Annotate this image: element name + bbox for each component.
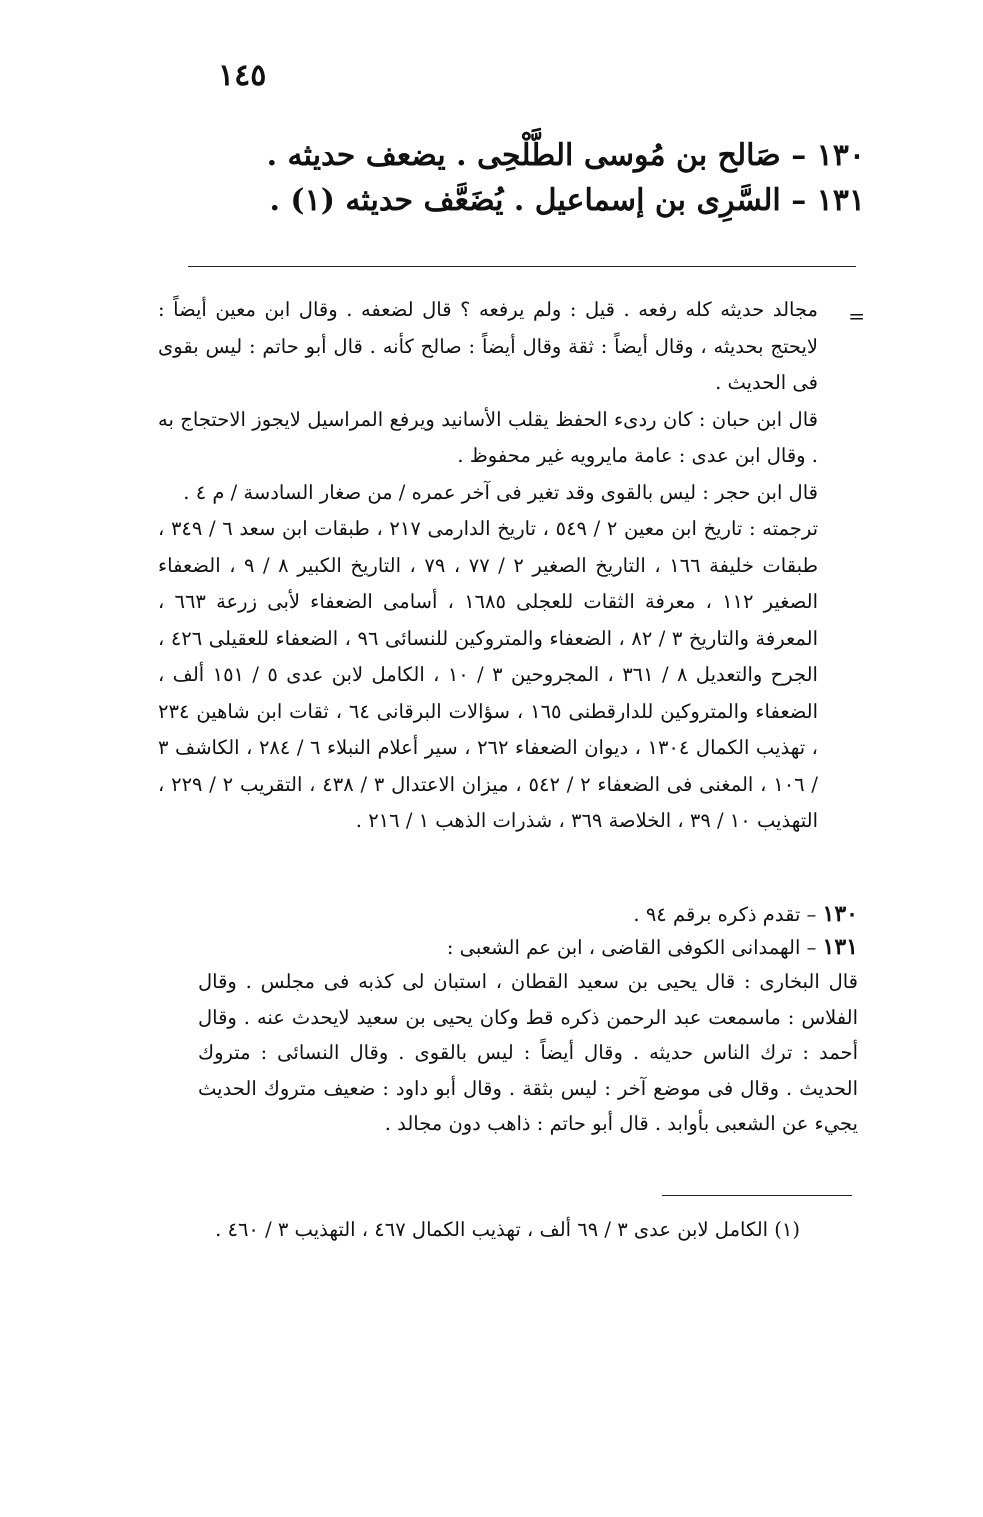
entry-text: – السَّرِى بن إسماعيل . يُضَعَّف حديثه (١) . [269,183,807,218]
note-entry-131 [158,931,858,964]
main-divider [188,266,856,267]
page-number: ١٤٥ [218,58,267,93]
entry-130 [267,138,865,173]
note-entry-130 [158,898,858,931]
entry-text: – صَالح بن مُوسى الطَّلْحِى . يضعف حديثه . [266,138,807,173]
continuation-marker: = [848,304,865,328]
note-entry-text: – تقدم ذكره برقم ٩٤ . [633,903,817,926]
note-paragraph: قال ابن حجر : ليس بالقوى وقد تغير فى آخر عمره / من صغار السادسة / م ٤ . [183,480,818,504]
entry-131 [269,183,865,218]
note-paragraph: مجالد حديثه كله رفعه . قيل : ولم يرفعه ؟ قال لضعفه . وقال ابن معين أيضاً : لايحتج بحديثه ، وقال أيضاً : ثقة وقال أيضاً : صالح كأنه . قال أبو حاتم : ليس بقوى فى الحديث . [158,298,818,394]
note-entry-number: ١٣٠ [822,901,858,927]
note-entry-number: ١٣١ [822,934,858,960]
notes-entries [158,898,858,1142]
footnote-marker: (١) [774,1218,800,1241]
note-entry-text: – الهمدانى الكوفى القاضى ، ابن عم الشعبى : [446,936,817,959]
note-entry-131-paragraph: قال البخارى : قال يحيى بن سعيد القطان ، استبان لى كذبه فى مجلس . وقال الفلاس : ماسمعت عبد الرحمن ذكره قط وكان يحيى بن سعيد لايحدث عنه . وقال أحمد : ترك الناس حديثه . وقال أيضاً : ليس بالقوى . وقال النسائى : متروك الحديث . وقال فى موضع آخر : ليس بثقة . وقال أبو داود : ضعيف متروك الحديث يجيء عن الشعبى بأوابد . قال أبو حاتم : ذاهب دون مجالد . [198,970,858,1135]
entry-number: ١٣١ [816,183,865,218]
footnote [150,1218,800,1241]
footnote-divider [662,1195,852,1196]
entry-number: ١٣٠ [816,138,865,173]
footnote-text: الكامل لابن عدى ٣ / ٦٩ ألف ، تهذيب الكمال ٤٦٧ ، التهذيب ٣ / ٤٦٠ . [215,1218,769,1241]
note-paragraph: قال ابن حبان : كان ردىء الحفظ يقلب الأسانيد ويرفع المراسيل لايجوز الاحتجاج به . وقال ابن عدى : عامة مايرويه غير محفوظ . [158,407,818,467]
notes-section [158,292,818,840]
note-paragraph: ترجمته : تاريخ ابن معين ٢ / ٥٤٩ ، تاريخ الدارمى ٢١٧ ، طبقات ابن سعد ٦ / ٣٤٩ ، طبقات خليفة ١٦٦ ، التاريخ الصغير ٢ / ٧٧ ، ٧٩ ، التاريخ الكبير ٨ / ٩ ، الضعفاء الصغير ١١٢ ، معرفة الثقات للعجلى ١٦٨٥ ، أسامى الضعفاء لأبى زرعة ٦٦٣ ، المعرفة والتاريخ ٣ / ٨٢ ، الضعفاء والمتروكين للنسائى ٩٦ ، الضعفاء للعقيلى ٤٢٦ ، الجرح والتعديل ٨ / ٣٦١ ، المجروحين ٣ / ١٠ ، الكامل لابن عدى ٥ / ١٥١ ألف ، الضعفاء والمتروكين للدارقطنى ١٦٥ ، سؤالات البرقانى ٦٤ ، ثقات ابن شاهين ٢٣٤ ، تهذيب الكمال ١٣٠٤ ، ديوان الضعفاء ٢٦٢ ، سير أعلام النبلاء ٦ / ٢٨٤ ، الكاشف ٣ / ١٠٦ ، المغنى فى الضعفاء ٢ / ٥٤٢ ، ميزان الاعتدال ٣ / ٤٣٨ ، التقريب ٢ / ٢٢٩ ، التهذيب ١٠ / ٣٩ ، الخلاصة ٣٦٩ ، شذرات الذهب ١ / ٢١٦ . [158,517,819,832]
